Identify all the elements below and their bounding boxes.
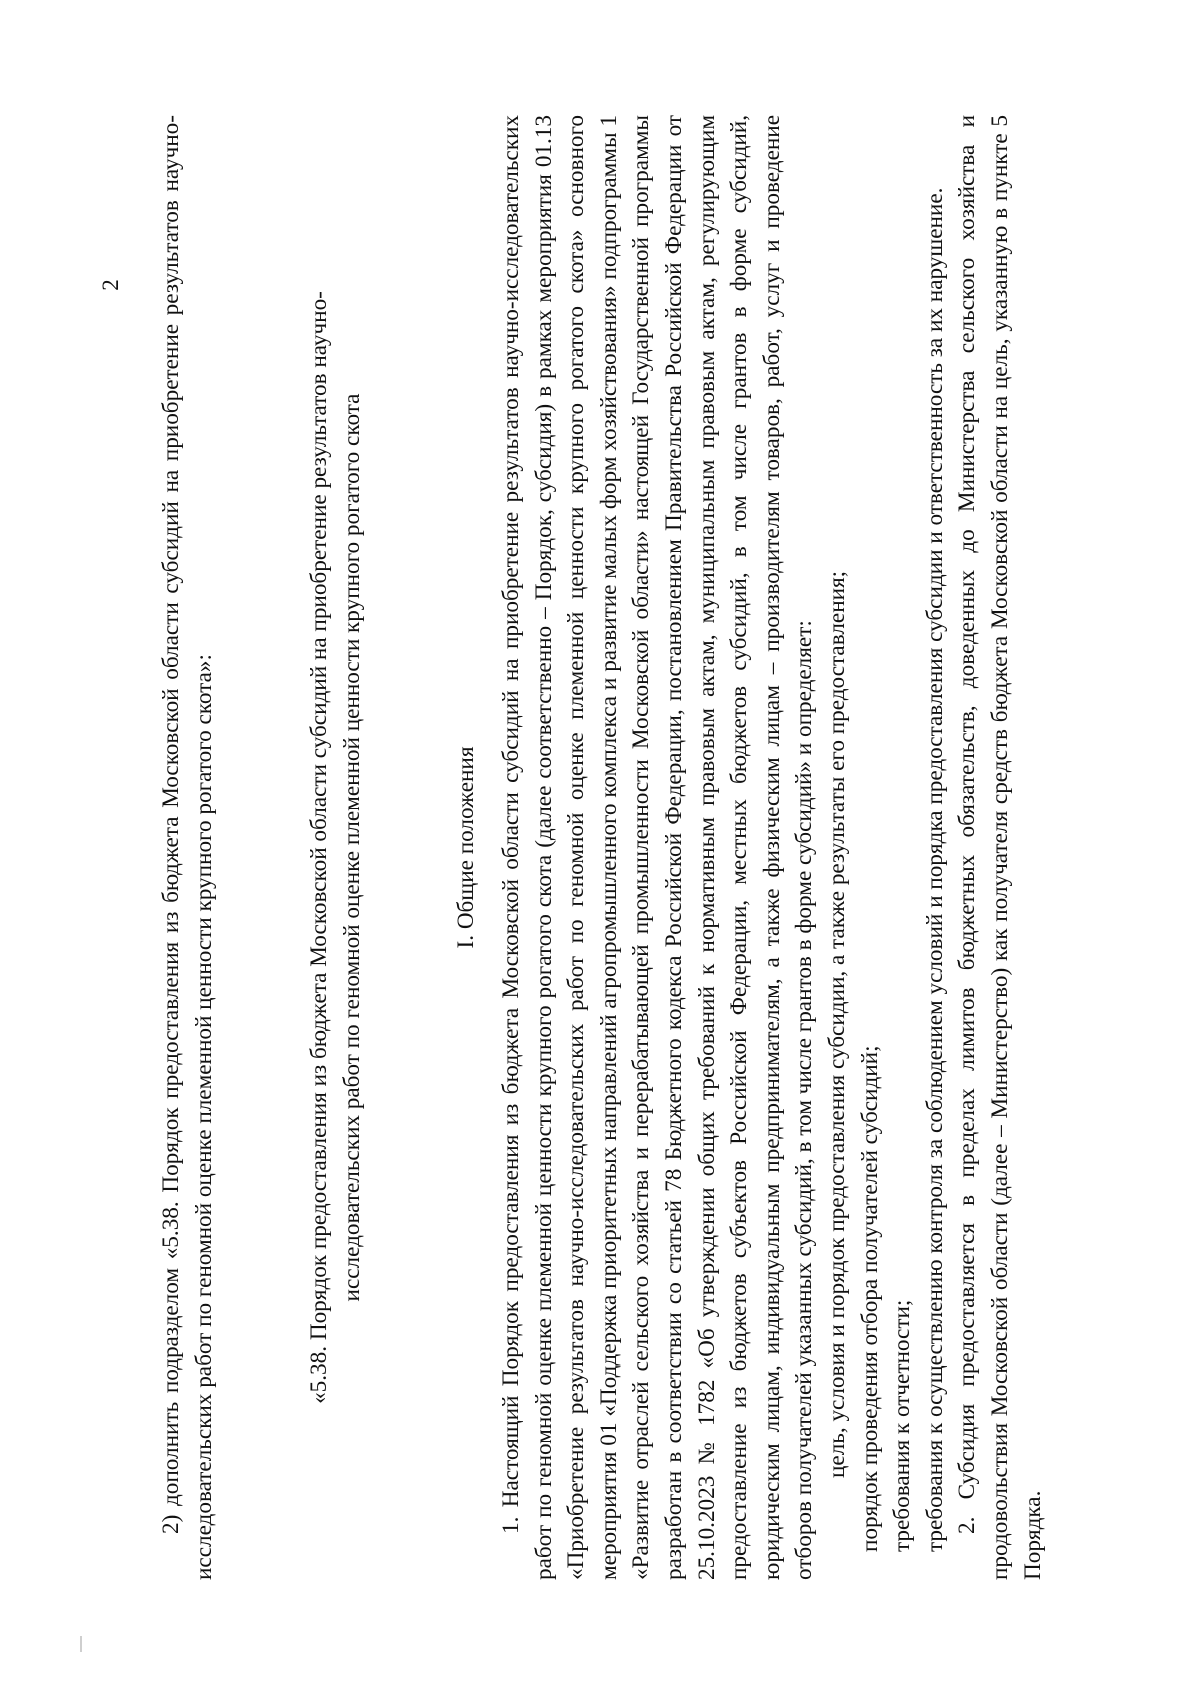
section-title: I. Общие положения: [453, 746, 479, 949]
page-number: 2: [98, 279, 123, 291]
list-item-1: цель, условия и порядок предоставления субсидии, а также результаты его предоставления;: [823, 570, 850, 1478]
quoted-title-line1: «5.38. Порядок предоставления из бюджета Московской области субсидий на приобретение результатов научно-: [306, 291, 332, 1404]
quoted-title-line2: исследовательских работ по геномной оценке племенной ценности крупного рогатого скота: [338, 393, 365, 1302]
paragraph-1-text: 1. Настоящий Порядок предоставления из бюджета Московской области субсидий на приобретение результатов научно-исследовательских работ по геномной оценке племенной ценности крупного рогатого скота (далее соответственно – Порядок, субсидия) в рамках мероприятия 01.13 «Приобретение результатов научно-исследовательских работ по геномной оценке племенной ценности крупного рогатого скота» основного мероприятия 01 «Поддержка приоритетных направлений агропромышленного комплекса и развитие малых форм хозяйствования» подпрограммы 1 «Развитие отраслей сельского хозяйства и перерабатывающей промышленности Московской области» настоящей Государственной программы разработан в соответствии со статьей 78 Бюджетного кодекса Российской Федерации, постановлением Правительства Российской Федерации от 25.10.2023 № 1782 «Об утверждении общих требований к нормативным правовым актам, муниципальным правовым актам, регулирующим предоставление из бюджетов субъектов Российской Федерации, местных бюджетов субсидий, в том числе грантов в форме субсидий, юридическим лицам, индивидуальным предпринимателям, а также физическим лицам – производителям товаров, работ, услуг и проведение отборов получателей указанных субсидий, в том числе грантов в форме субсидий» и определяет:: [498, 115, 818, 1580]
paragraph-1: [495, 115, 1049, 1580]
scan-edge-mark: [80, 1636, 82, 1652]
quoted-title: [303, 115, 368, 1580]
intro-paragraph: [155, 115, 220, 1580]
intro-text: 2) дополнить подразделом «5.38. Порядок предоставления из бюджета Московской области субсидий на приобретение результатов научно-исследовательских работ по геномной оценке племенной ценности крупного рогатого скота»:: [158, 115, 217, 1580]
rotated-page: [95, 80, 1046, 1580]
list-item-3: требования к отчетности;: [889, 1299, 916, 1552]
list-item-2: порядок проведения отбора получателей субсидий;: [856, 1045, 883, 1552]
paragraph-2-text: 2. Субсидия предоставляется в пределах лимитов бюджетных обязательств, доведенных до Министерства сельского хозяйства и продовольствия Московской области (далее – Министерство) как получателя средств бюджета Московской области на цель, указанную в пункте 5 Порядка.: [954, 115, 1046, 1580]
list-item-4: требования к осуществлению контроля за соблюдением условий и порядка предоставления субсидии и ответственность за их нарушение.: [921, 187, 948, 1552]
